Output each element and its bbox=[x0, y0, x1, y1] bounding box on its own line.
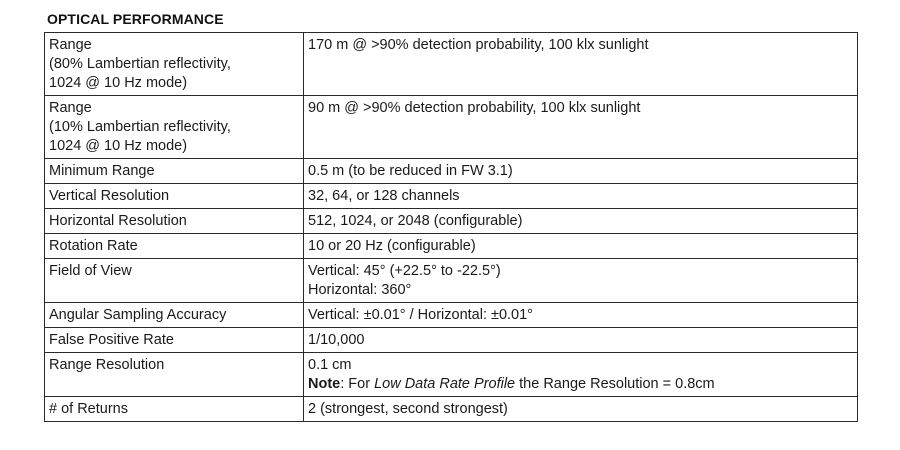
row-label-cell bbox=[45, 353, 304, 397]
row-label-cell bbox=[45, 303, 304, 328]
section-title: OPTICAL PERFORMANCE bbox=[47, 11, 224, 27]
row-label-cell bbox=[45, 159, 304, 184]
row-label-line: Horizontal Resolution bbox=[49, 213, 187, 229]
row-value-line: 0.5 m (to be reduced in FW 3.1) bbox=[308, 163, 513, 179]
row-value-cell bbox=[304, 234, 858, 259]
row-value-cell bbox=[304, 353, 858, 397]
table-row bbox=[45, 96, 858, 159]
row-value-cell bbox=[304, 259, 858, 303]
row-label-cell bbox=[45, 328, 304, 353]
note-label: Note bbox=[308, 376, 341, 392]
row-value-line: 1/10,000 bbox=[308, 332, 365, 348]
row-label-line: Field of View bbox=[49, 263, 132, 279]
row-value-cell bbox=[304, 96, 858, 159]
row-value-line: Vertical: ±0.01° / Horizontal: ±0.01° bbox=[308, 307, 533, 323]
row-value-line: 170 m @ >90% detection probability, 100 klx sunlight bbox=[308, 37, 649, 53]
row-label-line: False Positive Rate bbox=[49, 332, 174, 348]
row-label-cell bbox=[45, 184, 304, 209]
row-value-line: 32, 64, or 128 channels bbox=[308, 188, 460, 204]
table-row bbox=[45, 159, 858, 184]
row-label-line: (10% Lambertian reflectivity, bbox=[49, 119, 231, 135]
row-value-cell bbox=[304, 328, 858, 353]
table-row bbox=[45, 328, 858, 353]
row-label-line: Rotation Rate bbox=[49, 238, 138, 254]
table-row bbox=[45, 397, 858, 422]
row-label-cell bbox=[45, 209, 304, 234]
row-label-line: 1024 @ 10 Hz mode) bbox=[49, 75, 188, 91]
row-value-cell bbox=[304, 303, 858, 328]
row-value-cell bbox=[304, 397, 858, 422]
row-label-line: # of Returns bbox=[49, 401, 128, 417]
table-row bbox=[45, 234, 858, 259]
row-label-cell bbox=[45, 397, 304, 422]
row-label-line: Vertical Resolution bbox=[49, 188, 170, 204]
note-emphasis: Low Data Rate Profile bbox=[374, 376, 516, 392]
row-label-line: Range Resolution bbox=[49, 357, 165, 373]
table-row bbox=[45, 209, 858, 234]
row-label-line: Minimum Range bbox=[49, 163, 155, 179]
row-label-line: Range bbox=[49, 37, 92, 53]
note-line bbox=[308, 375, 853, 394]
row-label-line: Range bbox=[49, 100, 92, 116]
row-value-cell bbox=[304, 184, 858, 209]
table-row bbox=[45, 184, 858, 209]
row-label-cell bbox=[45, 96, 304, 159]
note-text-after: the Range Resolution = 0.8cm bbox=[515, 376, 715, 392]
row-label-cell bbox=[45, 234, 304, 259]
row-label-cell bbox=[45, 259, 304, 303]
row-label-cell bbox=[45, 33, 304, 96]
row-label-line: 1024 @ 10 Hz mode) bbox=[49, 138, 188, 154]
note-text-before: : For bbox=[340, 376, 375, 392]
row-value-cell bbox=[304, 159, 858, 184]
row-value-line: 512, 1024, or 2048 (configurable) bbox=[308, 213, 523, 229]
row-label-line: (80% Lambertian reflectivity, bbox=[49, 56, 231, 72]
row-label-line: Angular Sampling Accuracy bbox=[49, 307, 227, 323]
table-row bbox=[45, 33, 858, 96]
row-value-line: 2 (strongest, second strongest) bbox=[308, 401, 508, 417]
row-value-line: Vertical: 45° (+22.5° to -22.5°) bbox=[308, 263, 501, 279]
row-value-line: 0.1 cm bbox=[308, 357, 352, 373]
table-row bbox=[45, 353, 858, 397]
row-value-cell bbox=[304, 209, 858, 234]
table-row bbox=[45, 303, 858, 328]
row-value-line: Horizontal: 360° bbox=[308, 282, 412, 298]
optical-performance-table bbox=[44, 32, 858, 422]
row-value-line: 90 m @ >90% detection probability, 100 klx sunlight bbox=[308, 100, 641, 116]
row-value-line: 10 or 20 Hz (configurable) bbox=[308, 238, 476, 254]
row-value-cell bbox=[304, 33, 858, 96]
table-row bbox=[45, 259, 858, 303]
